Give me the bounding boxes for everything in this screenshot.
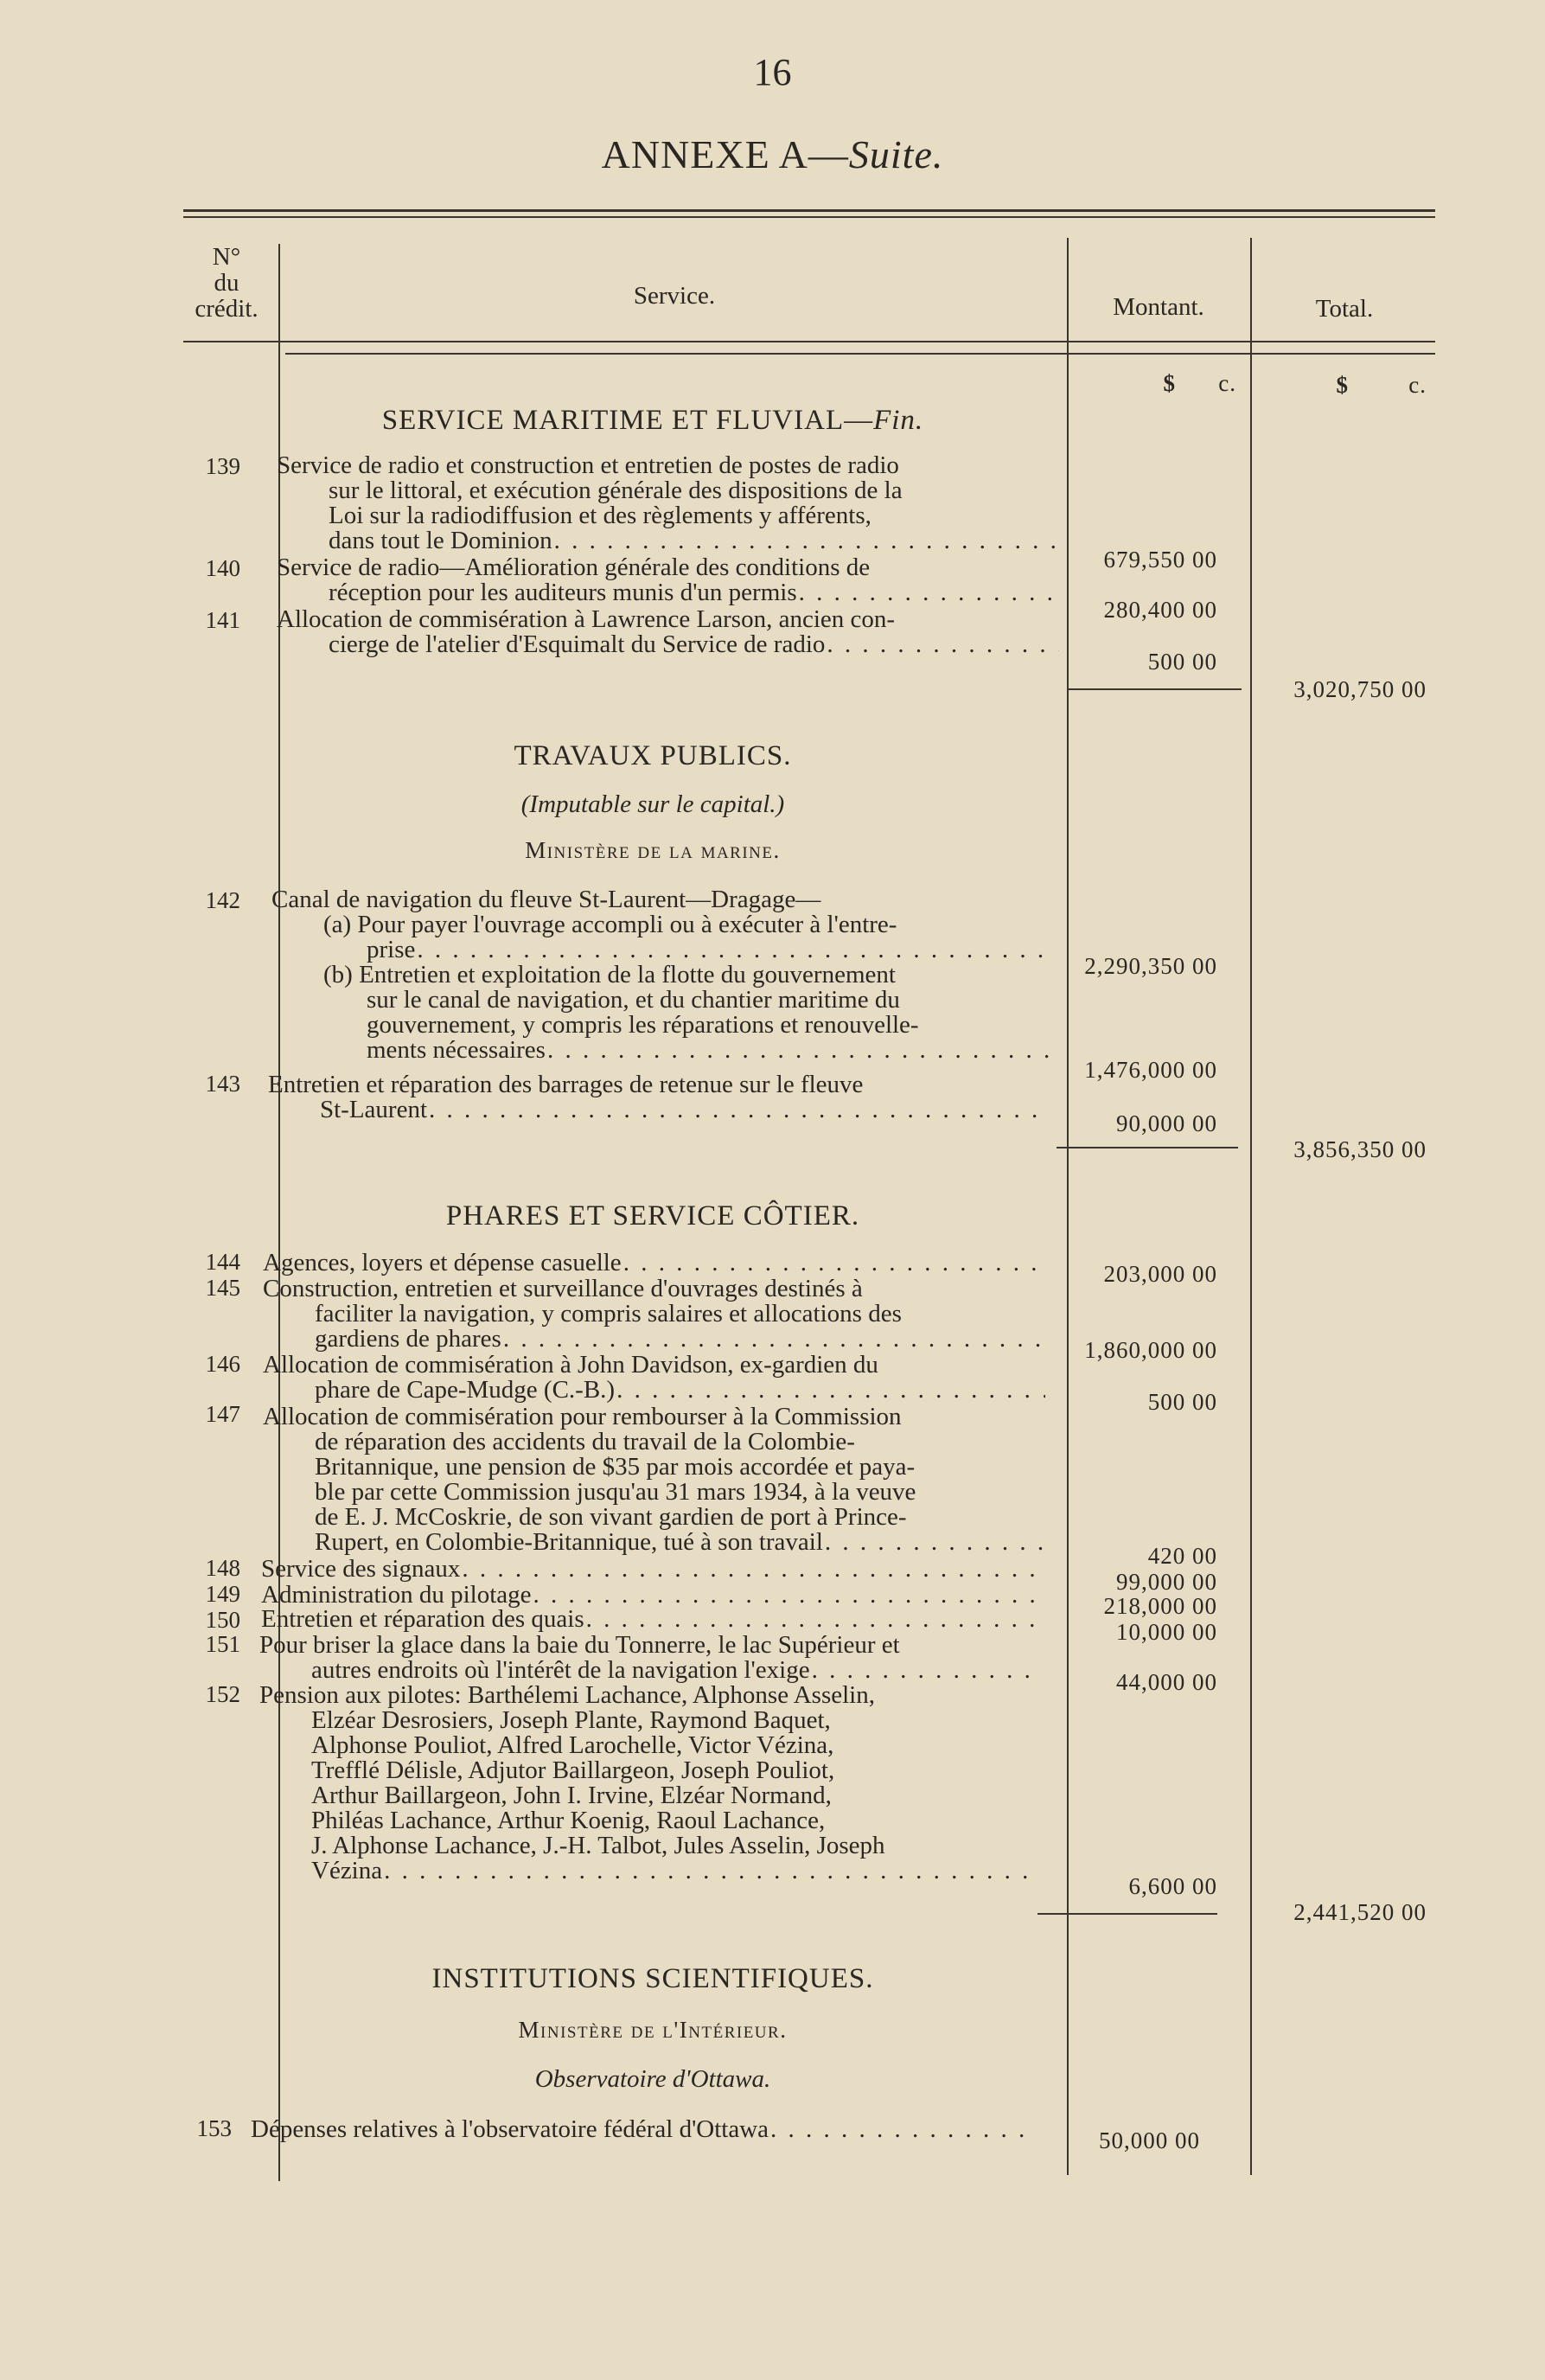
item-152-description: Pension aux pilotes: Barthélemi Lachance, Alphonse Asselin, Elzéar Desrosiers, Joseph Plante, Raymond Baquet, Alphonse Pouliot, Alfred Larochelle, Victor Vézina, Trefflé Délisle, Adjutor Baillargeon, Joseph Pouliot, Arthur Baillargeon, John I. Irvine, Elzéar Normand, Philéas Lachance, Arthur Koenig, Raoul Lachance, J. Alphonse Lachance, J.-H. Talbot, Jules Asselin, Joseph Vézina . . . <box>259 1683 1037 1884</box>
page-title: ANNEXE A—Suite. <box>601 132 944 176</box>
item-152-amount: 6,600 00 <box>1128 1873 1217 1899</box>
item-153-amount: 50,000 00 <box>1099 2127 1200 2153</box>
header-rule-lower <box>285 353 1435 355</box>
item-150-description: Entretien et réparation des quais . . . <box>261 1607 1044 1632</box>
item-number: 142 <box>205 887 240 913</box>
item-number: 144 <box>205 1249 240 1275</box>
subtotal-rule <box>1069 688 1242 690</box>
item-number: 143 <box>205 1071 240 1097</box>
total-dollar-sign: $ <box>1336 372 1349 398</box>
item-153-description: Dépenses relatives à l'observatoire fédéral d'Ottawa . . . <box>251 2117 1029 2142</box>
header-montant: Montant. <box>1113 293 1204 321</box>
section-title-phares: PHARES ET SERVICE CÔTIER. <box>445 1200 860 1232</box>
ministry-interieur: Ministère de l'Intérieur. <box>518 2017 788 2043</box>
section-title-travaux: TRAVAUX PUBLICS. <box>514 740 792 771</box>
item-145-amount: 1,860,000 00 <box>1084 1337 1217 1363</box>
item-number: 153 <box>196 2115 232 2141</box>
item-146-amount: 500 00 <box>1147 1389 1217 1415</box>
item-145-description: Construction, entretien et surveillance d'ouvrages destinés à faciliter la navigation, y compris salaires et allocations des gardiens de phares . . . <box>263 1276 1045 1352</box>
header-rule <box>183 341 1435 342</box>
item-147-description: Allocation de commisération pour rembourser à la Commission de réparation des accidents du travail de la Colombie- Britannique, une pension de $35 par mois accordée et paya- ble par cette Commission jusqu'au 31 mars 1934, à la veuve de E. J. McCoskrie, de son vivant gardien de port à Prince- Rupert, en Colombie-Britannique, tué à son travail . . . <box>263 1404 1045 1555</box>
item-148-description: Service des signaux . . . <box>261 1557 1044 1582</box>
item-146-description: Allocation de commisération à John Davidson, ex-gardien du phare de Cape-Mudge (C.-B.) . . . <box>263 1353 1045 1403</box>
item-139-description: Service de radio et construction et entretien de postes de radio sur le littoral, et exécution générale des dispositions de la Loi sur la radiodiffusion et des règlements y afférents, dans tout le Dominion . . . <box>277 453 1059 553</box>
item-number: 150 <box>205 1607 240 1633</box>
item-148-amount: 99,000 00 <box>1116 1569 1217 1595</box>
ministry-marine: Ministère de la marine. <box>525 837 781 863</box>
subtotal-rule <box>1037 1913 1217 1915</box>
item-142b-amount: 1,476,000 00 <box>1084 1057 1217 1083</box>
montant-cents-label: c. <box>1218 370 1236 396</box>
item-149-description: Administration du pilotage . . . <box>261 1583 1044 1608</box>
top-rule <box>183 209 1435 212</box>
item-140-amount: 280,400 00 <box>1103 597 1217 623</box>
total-cents-label: c. <box>1408 372 1427 398</box>
item-number: 152 <box>205 1681 240 1707</box>
montant-dollar-sign: $ <box>1163 370 1176 396</box>
item-number: 147 <box>205 1401 240 1427</box>
item-number: 140 <box>205 555 240 581</box>
header-total: Total. <box>1315 295 1374 323</box>
total-travaux: 3,856,350 00 <box>1293 1136 1427 1162</box>
item-number: 149 <box>205 1581 240 1607</box>
item-142-description: Canal de navigation du fleuve St-Laurent—Dragage— (a) Pour payer l'ouvrage accompli ou à exécuter à l'entre- prise . . . (b) Entretien et exploitation de la flotte du gouvernement sur le canal de navigation, et du chantier maritime du gouvernement, y compris les réparations et renouvelle- ments nécessaires . . . <box>271 887 1054 1063</box>
item-140-description: Service de radio—Amélioration générale des conditions de réception pour les auditeurs munis d'un permis . . . <box>277 555 1059 605</box>
page-title-suffix: Suite. <box>848 132 944 176</box>
header-service: Service. <box>633 282 716 310</box>
subtotal-rule <box>1057 1147 1238 1148</box>
item-142a-amount: 2,290,350 00 <box>1084 953 1217 979</box>
item-151-description: Pour briser la glace dans la baie du Tonnerre, le lac Supérieur et autres endroits où l'intérêt de la navigation l'exige . . . <box>259 1633 1042 1683</box>
item-144-amount: 203,000 00 <box>1103 1261 1217 1287</box>
item-139-amount: 679,550 00 <box>1103 547 1217 573</box>
item-151-amount: 44,000 00 <box>1116 1669 1217 1695</box>
section-subtitle-travaux: (Imputable sur le capital.) <box>520 790 785 818</box>
item-141-description: Allocation de commisération à Lawrence Larson, ancien con- cierge de l'atelier d'Esquimalt du Service de radio . . . <box>277 607 1059 657</box>
item-147-amount: 420 00 <box>1147 1543 1217 1569</box>
total-phares: 2,441,520 00 <box>1293 1899 1427 1925</box>
page-number: 16 <box>753 51 792 93</box>
top-rule-thin <box>183 216 1435 218</box>
item-149-amount: 218,000 00 <box>1103 1593 1217 1619</box>
item-number: 145 <box>205 1275 240 1301</box>
item-143-description: Entretien et réparation des barrages de retenue sur le fleuve St-Laurent . . . <box>268 1072 1050 1123</box>
item-number: 151 <box>205 1631 240 1657</box>
section-title-maritime: SERVICE MARITIME ET FLUVIAL—Fin. <box>381 405 924 436</box>
total-maritime: 3,020,750 00 <box>1293 676 1427 702</box>
item-150-amount: 10,000 00 <box>1116 1619 1217 1645</box>
header-credit: N° du crédit. <box>195 243 259 323</box>
item-143-amount: 90,000 00 <box>1116 1110 1217 1136</box>
item-number: 148 <box>205 1555 240 1581</box>
item-141-amount: 500 00 <box>1147 649 1217 675</box>
section-title-institutions: INSTITUTIONS SCIENTIFIQUES. <box>431 1963 874 1994</box>
item-144-description: Agences, loyers et dépense casuelle . . . <box>263 1251 1045 1276</box>
column-line-montant <box>1250 238 1252 2175</box>
item-number: 139 <box>205 453 240 479</box>
item-number: 141 <box>205 607 240 633</box>
section-subtitle-institutions: Observatoire d'Ottawa. <box>534 2065 771 2093</box>
item-number: 146 <box>205 1351 240 1377</box>
